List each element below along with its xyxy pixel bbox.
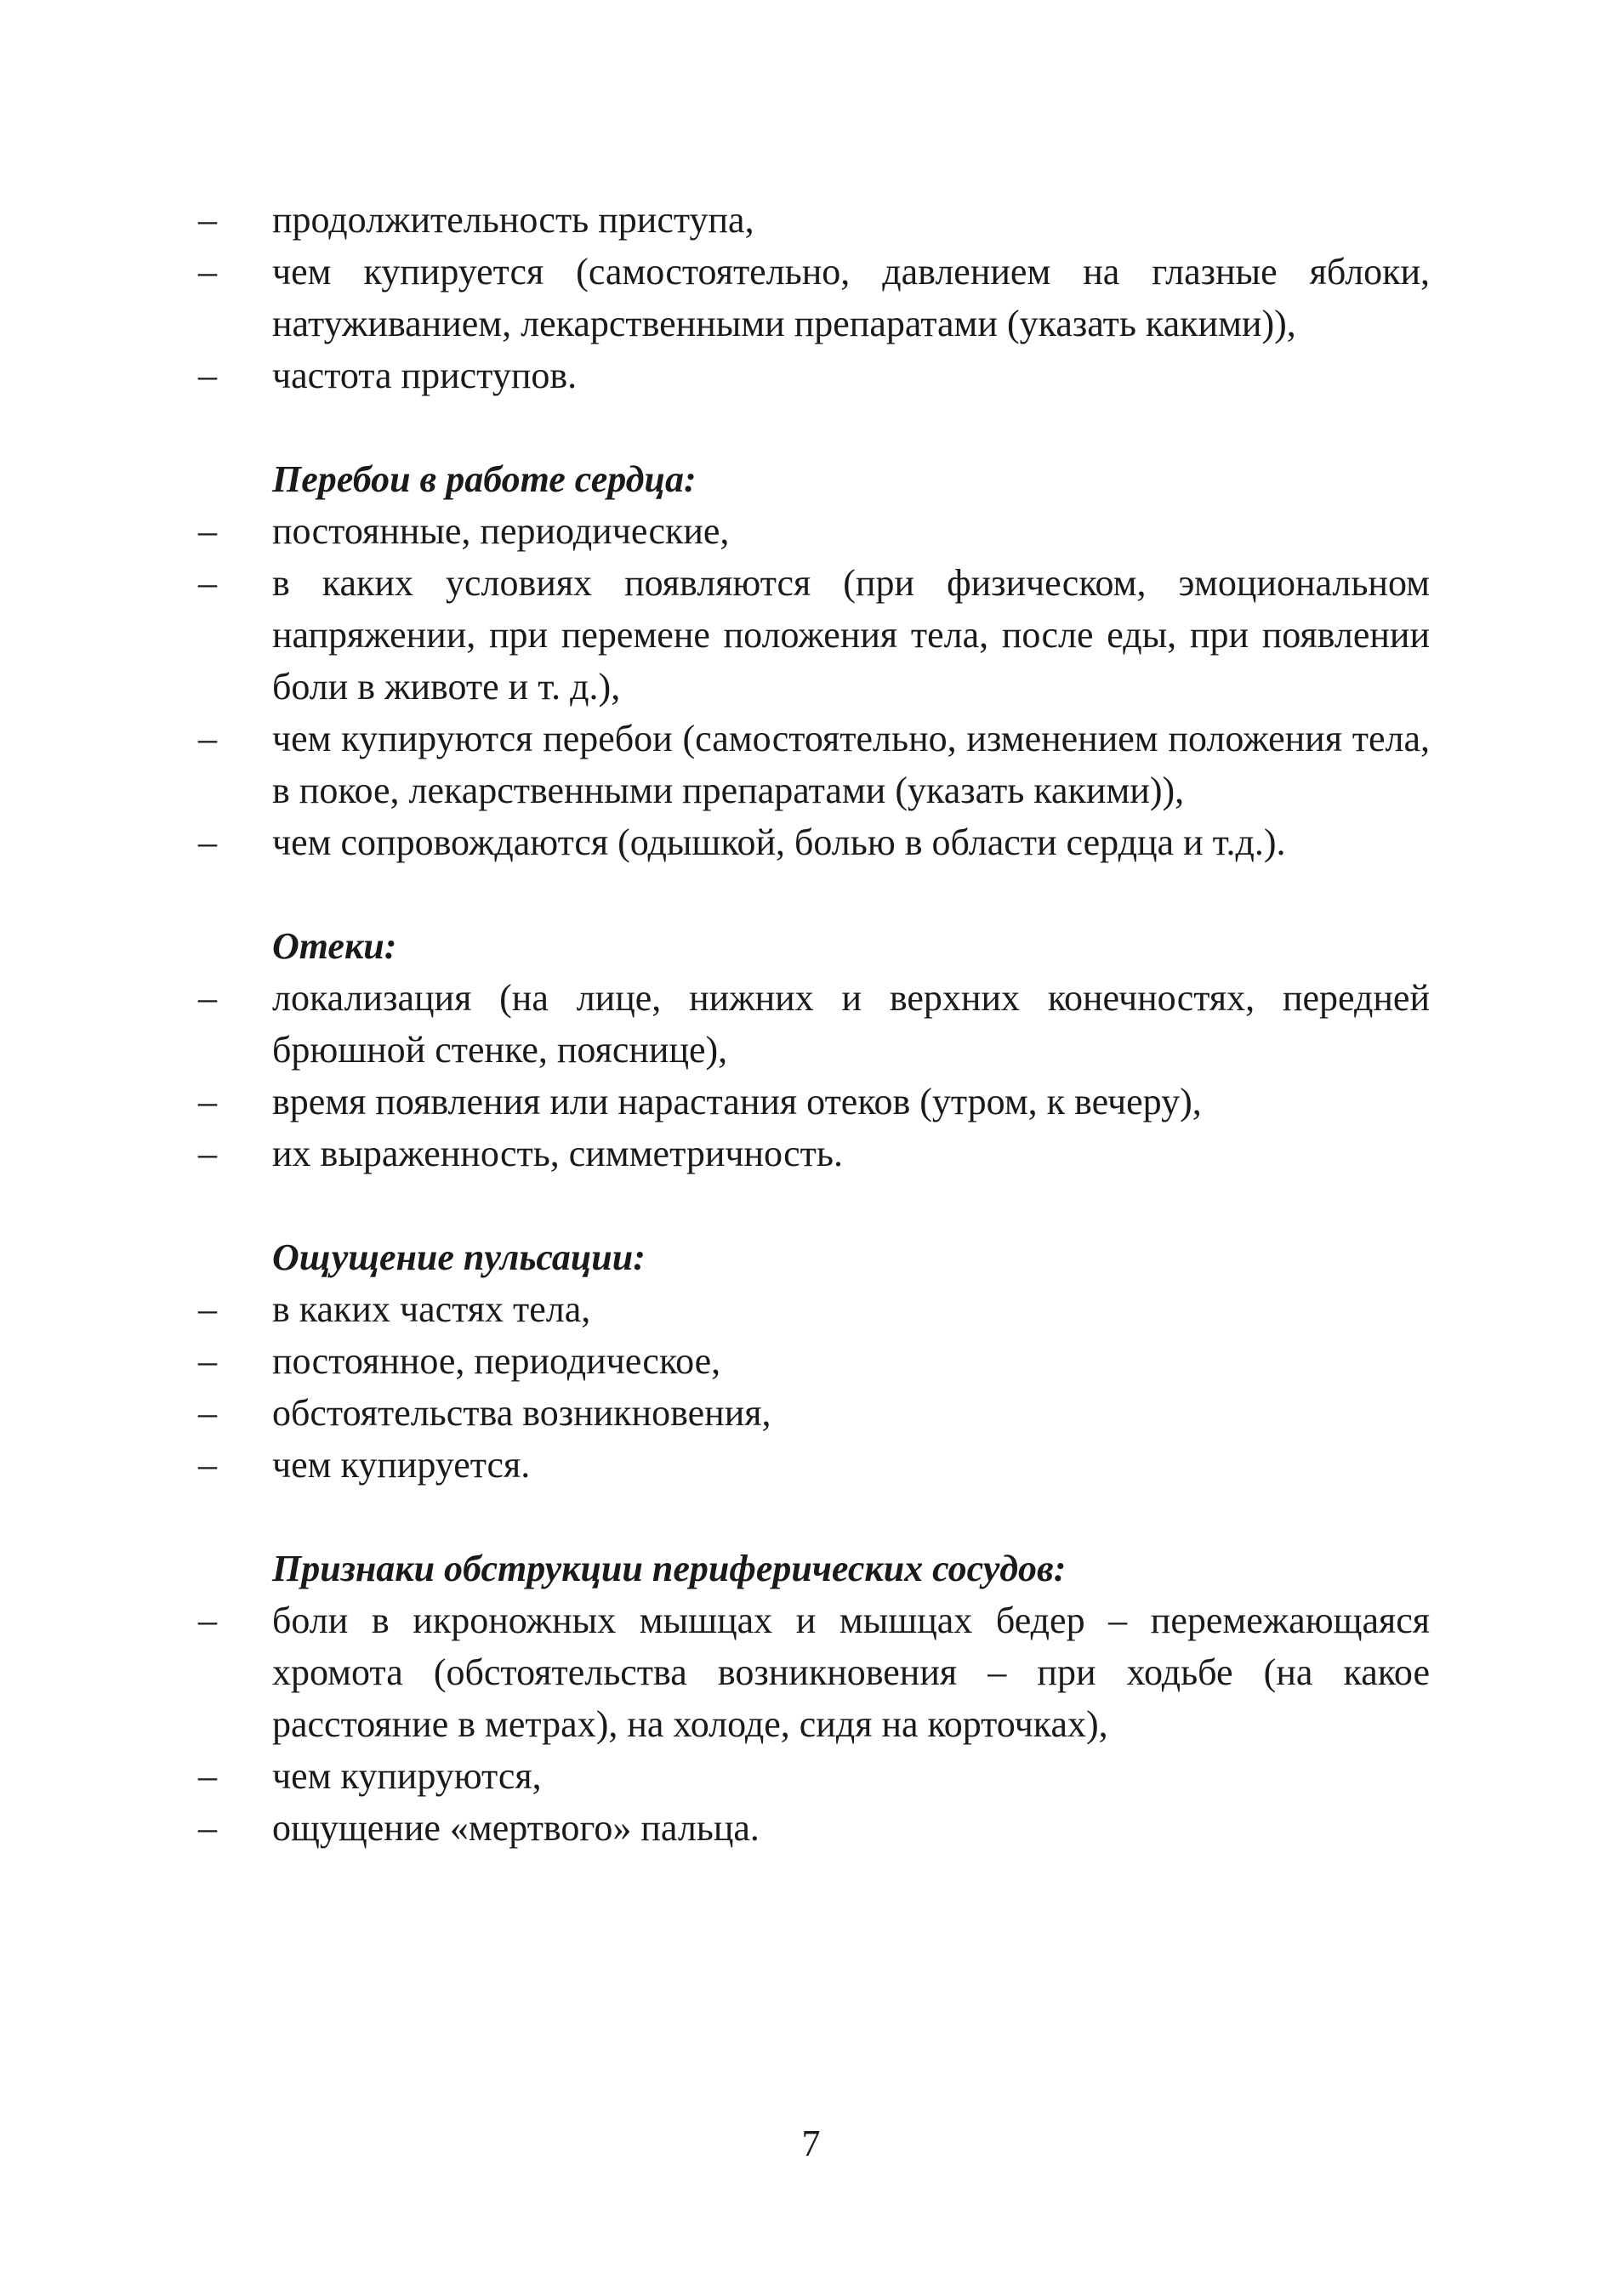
list-item	[198, 1594, 1430, 1750]
list-item-text: чем купируются,	[272, 1755, 542, 1797]
list-item	[198, 350, 1430, 401]
list-item	[198, 1335, 1430, 1387]
dash-bullet	[198, 1387, 232, 1439]
list-item	[198, 1387, 1430, 1439]
dash-bullet	[198, 713, 232, 764]
list-item-text: частота приступов.	[272, 355, 578, 396]
section-heart-irregularities	[198, 453, 1430, 868]
list-item-text: чем купируется.	[272, 1444, 531, 1486]
dash-bullet	[198, 350, 232, 401]
list-item-text: время появления или нарастания отеков (утром, к вечеру),	[272, 1081, 1202, 1122]
dash-bullet	[198, 1076, 232, 1128]
list-item	[198, 246, 1430, 350]
list-item	[198, 1802, 1430, 1854]
list-item	[198, 1283, 1430, 1335]
list-item-text: продолжительность приступа,	[272, 199, 754, 241]
dash-bullet	[198, 194, 232, 246]
dash-bullet	[198, 1283, 232, 1335]
list-item-text: ощущение «мертвого» пальца.	[272, 1807, 760, 1849]
list-item-text: чем сопровождаются (одышкой, болью в области сердца и т.д.).	[272, 821, 1286, 863]
list-item	[198, 1128, 1430, 1179]
section-heading: Перебои в работе сердца:	[272, 458, 697, 500]
dash-bullet	[198, 1750, 232, 1802]
list-item-text: постоянные, периодические,	[272, 510, 730, 552]
list-item-text: постоянное, периодическое,	[272, 1340, 721, 1382]
list-item-text: в каких условиях появляются (при физическом, эмоциональном напряжении, при перемене положения тела, после еды, при появлении боли в животе и т. д.),	[272, 562, 1430, 708]
list-item-text: их выраженность, симметричность.	[272, 1133, 843, 1174]
list-item	[198, 1439, 1430, 1491]
page-number: 7	[801, 2123, 821, 2164]
list-item	[198, 816, 1430, 868]
list-item-text: чем купируются перебои (самостоятельно, изменением положения тела, в покое, лекарственными препаратами (указать какими)),	[272, 718, 1430, 811]
list-item	[198, 1076, 1430, 1128]
dash-bullet	[198, 1802, 232, 1854]
dash-bullet	[198, 816, 232, 868]
section-peripheral-obstruction	[198, 1543, 1430, 1854]
list-item-text: в каких частях тела,	[272, 1288, 591, 1330]
dash-bullet	[198, 972, 232, 1024]
section-paroxysm-continuation	[198, 194, 1430, 401]
section-heading: Признаки обструкции периферических сосудов:	[272, 1548, 1067, 1589]
list-item-text: локализация (на лице, нижних и верхних конечностях, передней брюшной стенке, пояснице),	[272, 977, 1430, 1071]
dash-bullet	[198, 246, 232, 298]
dash-bullet	[198, 1128, 232, 1179]
list-item	[198, 557, 1430, 713]
list-item-text: чем купируется (самостоятельно, давлением на глазные яблоки, натуживанием, лекарственными препаратами (указать какими)),	[272, 251, 1430, 344]
page-content	[198, 194, 1430, 1854]
list-item-text: боли в икроножных мышцах и мышцах бедер – перемежающаяся хромота (обстоятельства возникновения – при ходьбе (на какое расстояние в метрах), на холоде, сидя на корточках),	[272, 1600, 1430, 1745]
dash-bullet	[198, 1335, 232, 1387]
section-edema	[198, 920, 1430, 1179]
section-heading: Ощущение пульсации:	[272, 1236, 646, 1278]
section-pulsation	[198, 1231, 1430, 1491]
dash-bullet	[198, 557, 232, 609]
section-heading: Отеки:	[272, 925, 397, 967]
dash-bullet	[198, 1594, 232, 1646]
list-item	[198, 972, 1430, 1076]
dash-bullet	[198, 1439, 232, 1491]
list-item	[198, 194, 1430, 246]
list-item	[198, 1750, 1430, 1802]
list-item	[198, 505, 1430, 557]
list-item	[198, 713, 1430, 816]
dash-bullet	[198, 505, 232, 557]
list-item-text: обстоятельства возникновения,	[272, 1392, 771, 1434]
